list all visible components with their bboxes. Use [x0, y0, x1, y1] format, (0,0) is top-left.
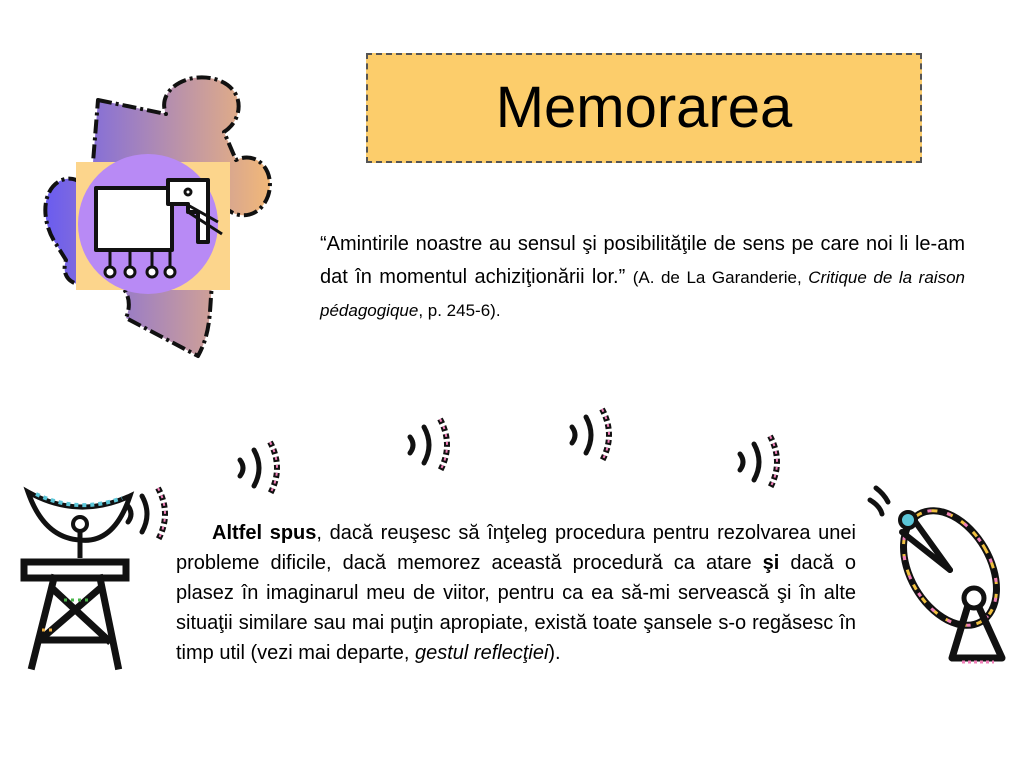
- signal-wave-icon: [732, 432, 788, 492]
- paragraph-emph: şi: [762, 552, 780, 574]
- slide-title: Memorarea: [495, 75, 793, 140]
- satellite-dish-icon: [862, 480, 1012, 670]
- quote-source-post: , p. 245-6).: [418, 301, 501, 320]
- paragraph-term: gestul reflecţiei: [414, 642, 549, 664]
- quote-source-book: Critique de la raison pédagogique: [320, 268, 965, 320]
- radio-tower-icon: [18, 480, 132, 670]
- paragraph-lead: Altfel spus: [212, 522, 317, 544]
- paragraph-end: ).: [548, 642, 561, 664]
- signal-wave-icon: [564, 405, 620, 465]
- quote-text: “Amintirile noastre au sensul şi posibilităţile de sens pe care noi li le-am dat în momentul achiziţionării lor.”: [320, 233, 965, 288]
- signal-wave-icon: [402, 415, 458, 475]
- title-box: [366, 53, 922, 163]
- body-paragraph: [176, 518, 856, 668]
- signal-wave-icon: [232, 438, 288, 498]
- puzzle-elephant-icon: [38, 72, 278, 362]
- quote-source-pre: (A. de La Garanderie,: [632, 268, 809, 287]
- paragraph-part1: , dacă reuşesc să înţeleg procedura pentru rezolvarea unei probleme dificile, dacă memorez această procedură ca atare: [176, 522, 856, 574]
- paragraph-part2: dacă o plasez în imaginarul meu de viitor, pentru ca ea să-mi servească şi în alte situaţii similare sau mai puţin apropiate, există toate şansele s-o regăsesc în timp util (vezi mai departe,: [176, 552, 857, 664]
- quote-block: [320, 228, 965, 327]
